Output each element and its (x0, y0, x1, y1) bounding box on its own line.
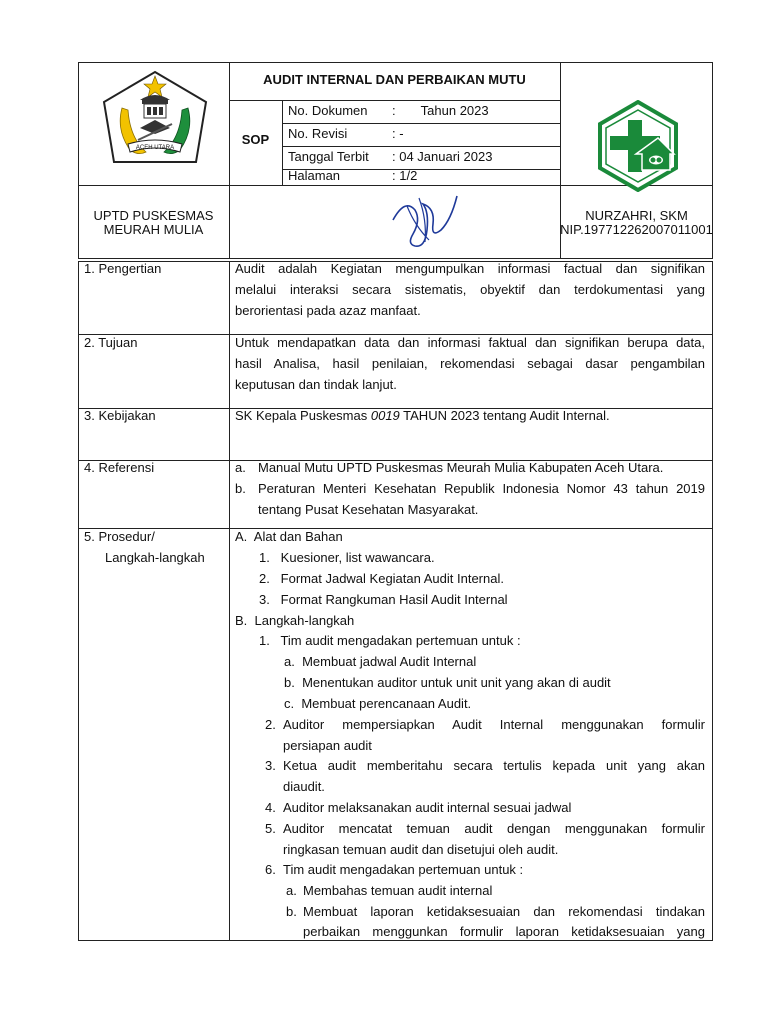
section-label-prosedur: 5. Prosedur/ (84, 529, 155, 544)
tujuan-line-2: hasil Analisa, hasil penilaian, rekomendasi sebagai dasar pengambilan (235, 356, 705, 371)
referensi-a-text: Manual Mutu UPTD Puskesmas Meurah Mulia Kabupaten Aceh Utara. (258, 460, 664, 475)
prosedur-A1: 1. Kuesioner, list wawancara. (259, 550, 435, 565)
prosedur-B2-number: 2. (265, 717, 276, 732)
prosedur-B6a-text: Membahas temuan audit internal (303, 883, 493, 898)
referensi-b-marker: b. (235, 481, 246, 496)
prosedur-B6-number: 6. (265, 862, 276, 877)
meta-label-no-revisi: No. Revisi (288, 126, 348, 141)
pengertian-line-3: berorientasi pada azaz manfaat. (235, 303, 421, 318)
prosedur-B1b: b. Menentukan auditor untuk unit unit yang akan di audit (284, 675, 611, 690)
prosedur-A-heading: A. Alat dan Bahan (235, 529, 343, 544)
logo-banner-text: ACEH UTARA (135, 145, 175, 151)
prosedur-B3-line-1: Ketua audit memberitahu secara tertulis kepada unit yang akan (283, 758, 705, 773)
org-name-line1: UPTD PUSKESMAS (93, 208, 214, 223)
meta-label-tanggal-terbit: Tanggal Terbit (288, 149, 369, 164)
referensi-a-marker: a. (235, 460, 246, 475)
prosedur-B5-number: 5. (265, 821, 276, 836)
section-label-pengertian: 1. Pengertian (84, 261, 162, 276)
referensi-b-line-2: tentang Pusat Kesehatan Masyarakat. (258, 502, 479, 517)
prosedur-A3: 3. Format Rangkuman Hasil Audit Internal (259, 592, 508, 607)
aceh-utara-logo (100, 68, 210, 176)
prosedur-B1a: a. Membuat jadwal Audit Internal (284, 654, 477, 669)
meta-label-halaman: Halaman (288, 168, 341, 183)
signature-image (385, 190, 465, 252)
prosedur-A2: 2. Format Jadwal Kegiatan Audit Internal. (259, 571, 504, 586)
tujuan-line-1: Untuk mendapatkan data dan informasi faktual dan signifikan berupa data, (235, 335, 705, 350)
kebijakan-text (235, 406, 610, 426)
sop-label: SOP (241, 132, 270, 147)
prosedur-B3-line-2: diaudit. (283, 779, 325, 794)
kebijakan-sk-number: 0019 (370, 408, 400, 423)
referensi-b-line-1: Peraturan Menteri Kesehatan Republik Indonesia Nomor 43 tahun 2019 (258, 481, 705, 496)
meta-label-no-dokumen: No. Dokumen (288, 103, 368, 118)
meta-value-no-revisi: : - (392, 126, 404, 141)
prosedur-B6-line-1: Tim audit mengadakan pertemuan untuk : (283, 862, 524, 877)
prosedur-B5-line-1: Auditor mencatat temuan audit dengan menggunakan formulir (283, 821, 705, 836)
kebijakan-text-post: TAHUN 2023 tentang Audit Internal. (399, 408, 610, 423)
puskesmas-logo (592, 100, 684, 192)
prosedur-B1c: c. Membuat perencanaan Audit. (284, 696, 472, 711)
prosedur-B6a-marker: a. (286, 883, 297, 898)
kebijakan-text-pre: SK Kepala Puskesmas (235, 408, 371, 423)
prosedur-B6b-line-2: perbaikan menggunkan formulir laporan ketidaksesuaian yang (303, 924, 705, 939)
section-label-langkah: Langkah-langkah (105, 550, 205, 565)
prosedur-B6b-marker: b. (286, 904, 297, 919)
meta-value-no-dokumen: : Tahun 2023 (392, 103, 489, 118)
meta-value-halaman: : 1/2 (392, 168, 418, 183)
prosedur-B5-line-2: ringkasan temuan audit dan disetujui oleh audit. (283, 842, 559, 857)
prosedur-B2-line-2: persiapan audit (283, 738, 372, 753)
section-label-tujuan: 2. Tujuan (84, 335, 138, 350)
signer-name: NURZAHRI, SKM (585, 208, 688, 223)
tujuan-line-3: keputusan dan tindak lanjut. (235, 377, 397, 392)
org-name-line2: MEURAH MULIA (103, 222, 204, 237)
meta-value-tanggal-terbit: : 04 Januari 2023 (392, 149, 493, 164)
pengertian-line-2: melalui interaksi secara sistematis, obyektif dan terdokumentasi yang (235, 282, 705, 297)
section-label-referensi: 4. Referensi (84, 460, 155, 475)
prosedur-B2-line-1: Auditor mempersiapkan Audit Internal menggunakan formulir (283, 717, 705, 732)
signer-nip: NIP.197712262007011001 (560, 222, 713, 237)
prosedur-B4-number: 4. (265, 800, 276, 815)
prosedur-B4-line-1: Auditor melaksanakan audit internal sesuai jadwal (283, 800, 572, 815)
prosedur-B6b-line-1: Membuat laporan ketidaksesuaian dan rekomendasi tindakan (303, 904, 705, 919)
pengertian-line-1: Audit adalah Kegiatan mengumpulkan informasi factual dan signifikan (235, 261, 705, 276)
document-title: AUDIT INTERNAL DAN PERBAIKAN MUTU (263, 72, 526, 87)
prosedur-B3-number: 3. (265, 758, 276, 773)
prosedur-B1: 1. Tim audit mengadakan pertemuan untuk : (259, 633, 521, 648)
section-label-kebijakan: 3. Kebijakan (84, 408, 156, 423)
prosedur-B-heading: B. Langkah-langkah (235, 613, 355, 628)
